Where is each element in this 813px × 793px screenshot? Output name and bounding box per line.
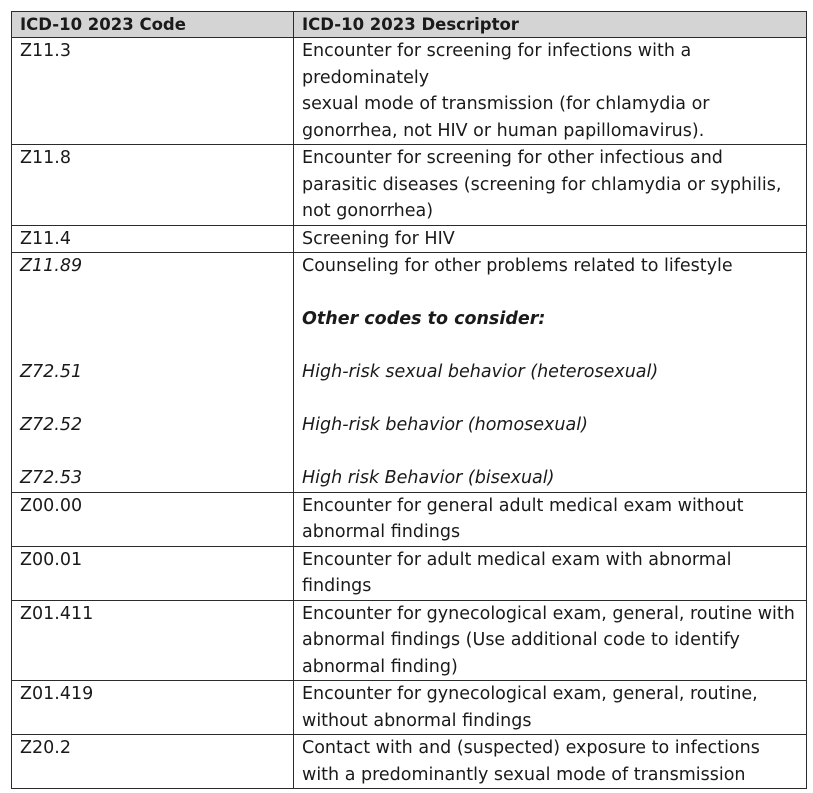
table-row (12, 681, 807, 735)
code-cell: Z00.00 (12, 492, 294, 546)
descriptor-z72-51: High-risk sexual behavior (heterosexual) (302, 362, 659, 382)
other-codes-heading: Other codes to consider: (302, 309, 546, 329)
code-cell: Z20.2 (12, 735, 294, 789)
descriptor-z72-52: High-risk behavior (homosexual) (302, 415, 588, 435)
descriptor-line: predominately (302, 67, 430, 88)
table-row (12, 546, 807, 600)
descriptor-cell (294, 145, 807, 226)
descriptor-cell (294, 492, 807, 546)
descriptor-line: Contact with and (suspected) exposure to infections (302, 738, 760, 758)
code-cell: Z01.411 (12, 600, 294, 681)
descriptor-line: abnormal findings (Use additional code to identify (302, 630, 740, 650)
table-row (12, 225, 807, 253)
descriptor-line: with a predominantly sexual mode of transmission (302, 764, 746, 785)
descriptor-cell (294, 225, 807, 253)
code-cell: Z01.419 (12, 681, 294, 735)
descriptor-z72-53: High risk Behavior (bisexual) (302, 468, 555, 488)
code-cell: Z11.8 (12, 145, 294, 226)
descriptor-cell (294, 681, 807, 735)
descriptor-line: gonorrhea, not HIV or human papillomavirus). (302, 120, 705, 141)
descriptor-cell (294, 546, 807, 600)
code-cell-group (12, 253, 294, 493)
descriptor-cell (294, 600, 807, 681)
code-z11-89: Z11.89 (20, 256, 83, 276)
table-row (12, 600, 807, 681)
descriptor-line: not gonorrhea) (302, 201, 434, 221)
descriptor-cell (294, 38, 807, 145)
descriptor-line: parasitic diseases (screening for chlamydia or syphilis, (302, 174, 782, 195)
table-header-row (12, 12, 807, 38)
descriptor-line: abnormal finding) (302, 656, 458, 677)
code-z72-51: Z72.51 (20, 362, 83, 382)
table-row (12, 735, 807, 789)
descriptor-line: findings (302, 576, 372, 596)
descriptor-line: Encounter for gynecological exam, general, routine, (302, 684, 758, 704)
descriptor-column-header: ICD-10 2023 Descriptor (294, 12, 807, 38)
descriptor-cell-group (294, 253, 807, 493)
code-z72-53: Z72.53 (20, 468, 83, 488)
descriptor-line: Encounter for gynecological exam, general, routine with (302, 603, 795, 624)
table-row (12, 145, 807, 226)
descriptor-line: without abnormal findings (302, 710, 532, 731)
code-cell: Z11.4 (12, 225, 294, 253)
descriptor-line: abnormal findings (302, 522, 461, 542)
code-column-header: ICD-10 2023 Code (12, 12, 294, 38)
descriptor-line: sexual mode of transmission (for chlamydia or (302, 94, 710, 114)
code-cell: Z11.3 (12, 38, 294, 145)
descriptor-cell (294, 735, 807, 789)
descriptor-line: Encounter for screening for other infectious and (302, 148, 723, 168)
descriptor-line: Counseling for other problems related to lifestyle (302, 256, 733, 276)
code-cell: Z00.01 (12, 546, 294, 600)
descriptor-line: Encounter for adult medical exam with abnormal (302, 549, 732, 570)
icd10-code-table (11, 11, 807, 789)
code-z72-52: Z72.52 (20, 415, 83, 435)
table-row (12, 492, 807, 546)
table-row-lifestyle (12, 253, 807, 493)
descriptor-line: Screening for HIV (302, 228, 455, 249)
descriptor-line: Encounter for general adult medical exam without (302, 495, 744, 516)
table-row (12, 38, 807, 145)
descriptor-line: Encounter for screening for infections with a (302, 41, 692, 61)
